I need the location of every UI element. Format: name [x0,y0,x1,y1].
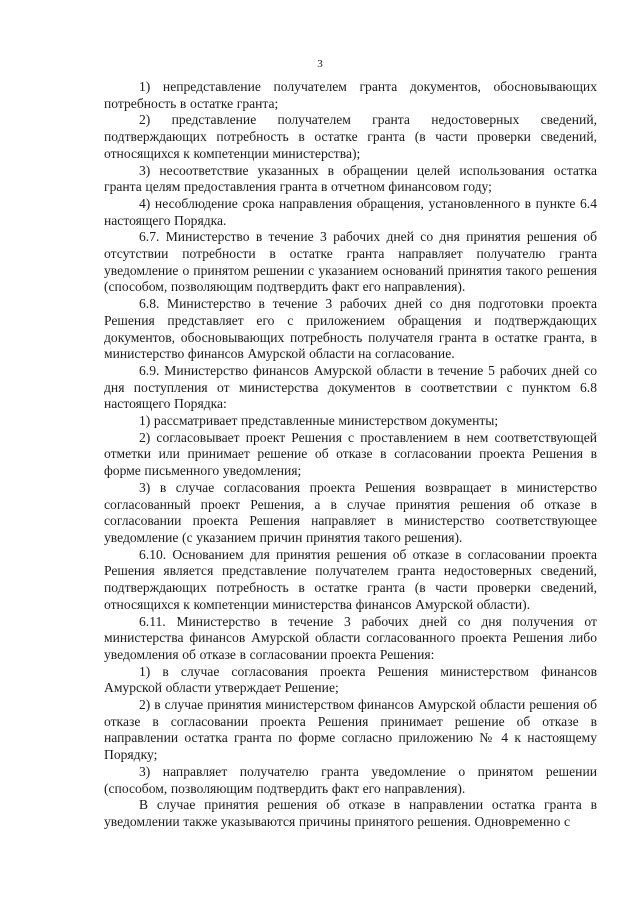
paragraph-6-11: 6.11. Министерство в течение 3 рабочих дней со дня получения от министерства финансов Амурской области согласованного проекта Решения либо уведомления об отказе в согласовании проекта Решения: [104,613,597,662]
paragraph-6-11-item-2: 2) в случае принятия министерством финансов Амурской области решения об отказе в согласовании проекта Решения принимает решение об отказе в направлении остатка гранта по форме согласно приложению № 4 к настоящему Порядку; [104,697,597,763]
paragraph-6-9-item-3: 3) в случае согласования проекта Решения возвращает в министерство согласованный проект Решения, а в случае принятия решения об отказе в согласовании проекта Решения направляет в министерство соответствующее уведомление (с указанием причин принятия такого решения). [104,479,597,545]
paragraph-6-7: 6.7. Министерство в течение 3 рабочих дней со дня принятия решения об отсутствии потребности в остатке гранта направляет получателю гранта уведомление о принятом решении с указанием оснований принятия такого решения (способом, позволяющим подтвердить факт его направления). [104,229,597,295]
paragraph-refusal-notice: В случае принятия решения об отказе в направлении остатка гранта в уведомлении также указываются причины принятого решения. Одновременно с [104,797,597,829]
paragraph-6-9: 6.9. Министерство финансов Амурской области в течение 5 рабочих дней со дня поступления от министерства документов в соответствии с пунктом 6.8 настоящего Порядка: [104,362,597,412]
paragraph-reason-3: 3) несоответствие указанных в обращении целей использования остатка гранта целям предоставления гранта в отчетном финансовом году; [104,162,597,195]
paragraph-6-11-item-1: 1) в случае согласования проекта Решения министерством финансов Амурской области утверждает Решение; [104,663,597,696]
paragraph-6-11-item-3: 3) направляет получателю гранта уведомление о принятом решении (способом, позволяющим подтвердить факт его направления). [104,763,597,796]
paragraph-6-8: 6.8. Министерство в течение 3 рабочих дней со дня подготовки проекта Решения представляет его с приложением обращения и подтверждающих документов, обосновывающих потребность получателя гранта в остатке гранта, в министерство финансов Амурской области на согласование. [104,296,597,362]
paragraph-reason-4: 4) несоблюдение срока направления обращения, установленного в пункте 6.4 настоящего Порядка. [104,195,597,228]
paragraph-6-9-item-2: 2) согласовывает проект Решения с проставлением в нем соответствующей отметки или принимает решение об отказе в согласовании проекта Решения в форме письменного уведомления; [104,429,597,479]
paragraph-reason-2: 2) представление получателем гранта недостоверных сведений, подтверждающих потребность в остатке гранта (в части проверки сведений, относящихся к компетенции министерства); [104,112,597,161]
paragraph-6-9-item-1: 1) рассматривает представленные министерством документы; [139,413,499,429]
page-number: 3 [317,58,323,70]
paragraph-reason-1: 1) непредставление получателем гранта документов, обосновывающих потребность в остатке гранта; [104,79,597,111]
paragraph-6-10: 6.10. Основанием для принятия решения об отказе в согласовании проекта Решения является представление получателем гранта недостоверных сведений, подтверждающих потребность в остатке гранта (в части проверки сведений, относящихся к компетенции министерства финансов Амурской области). [104,546,597,612]
document-body [104,79,597,831]
